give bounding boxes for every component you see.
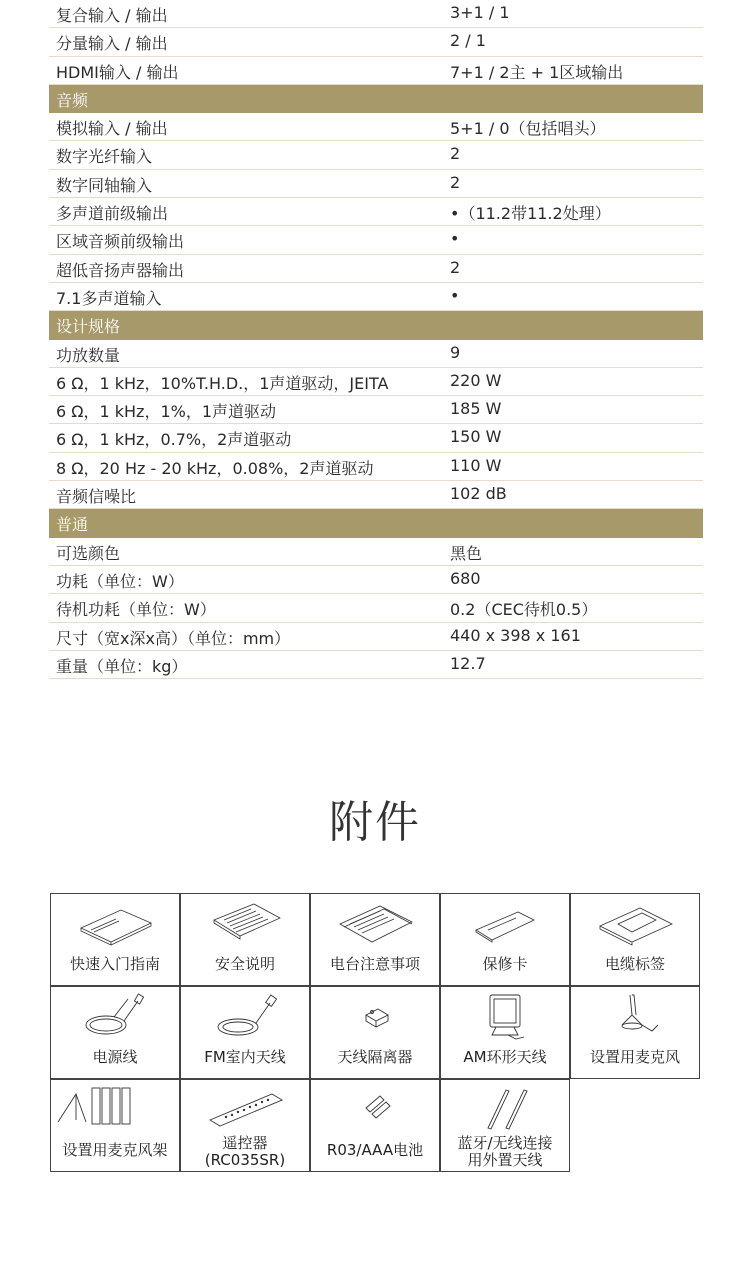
accessory-safety-instructions bbox=[180, 893, 310, 986]
spec-row bbox=[49, 283, 703, 311]
mic-stand-icon bbox=[56, 1084, 176, 1134]
accessory-remote-control bbox=[180, 1079, 310, 1172]
accessory-cable-labels bbox=[570, 893, 700, 986]
accessory-label: 安全说明 bbox=[214, 955, 275, 973]
spec-key: 区域音频前级输出 bbox=[56, 232, 185, 252]
spec-value: 185 W bbox=[450, 399, 502, 419]
section-title: 设计规格 bbox=[56, 317, 121, 337]
spec-value: 2 bbox=[450, 257, 461, 277]
accessory-label: 设置用麦克风 bbox=[589, 1048, 680, 1066]
accessory-label: 电台注意事项 bbox=[329, 955, 420, 973]
accessory-label-line: 蓝牙/无线连接 bbox=[457, 1134, 553, 1152]
spec-row bbox=[49, 651, 703, 679]
accessory-external-antenna bbox=[440, 1079, 570, 1172]
accessory-label-line: (RC035SR) bbox=[204, 1151, 286, 1169]
spec-row bbox=[49, 141, 703, 169]
card-icon bbox=[466, 898, 546, 948]
spec-key: 复合输入 / 输出 bbox=[56, 6, 168, 25]
accessory-label: 电缆标签 bbox=[604, 955, 665, 973]
spec-row bbox=[49, 198, 703, 226]
accessory-radio-notes bbox=[310, 893, 440, 986]
spec-key: 6 Ω，1 kHz，0.7%，2声道驱动 bbox=[56, 430, 292, 450]
section-title: 音频 bbox=[56, 90, 89, 110]
spec-value: 2 bbox=[450, 144, 461, 164]
spec-row bbox=[49, 538, 703, 566]
spec-row bbox=[49, 0, 703, 28]
accessory-label: 快速入门指南 bbox=[69, 955, 160, 973]
spec-row bbox=[49, 623, 703, 651]
section-header-design bbox=[49, 311, 703, 339]
accessory-label: FM室内天线 bbox=[204, 1048, 286, 1066]
spec-row bbox=[49, 57, 703, 85]
accessory-label: R03/AAA电池 bbox=[326, 1141, 424, 1159]
microphone-icon bbox=[596, 991, 676, 1041]
spec-key: 超低音扬声器输出 bbox=[56, 260, 185, 280]
booklet-icon bbox=[76, 898, 156, 948]
spec-row bbox=[49, 368, 703, 396]
isolator-icon bbox=[336, 991, 416, 1041]
spec-row bbox=[49, 481, 703, 509]
spec-value: 0.2（CEC待机0.5） bbox=[450, 600, 598, 620]
spec-value: • bbox=[450, 229, 460, 249]
spec-key: 音频信噪比 bbox=[56, 487, 137, 507]
spec-key: 模拟输入 / 输出 bbox=[56, 119, 168, 139]
spec-key: 数字同轴输入 bbox=[56, 175, 153, 195]
fm-antenna-icon bbox=[206, 991, 286, 1041]
spec-row bbox=[49, 453, 703, 481]
section-title: 普通 bbox=[56, 515, 89, 535]
spec-key: 待机功耗（单位：W） bbox=[56, 600, 216, 620]
spec-value: 5+1 / 0（包括唱头） bbox=[450, 119, 606, 139]
spec-key: 功耗（单位：W） bbox=[56, 571, 184, 591]
section-header-general bbox=[49, 509, 703, 537]
spec-value: 黑色 bbox=[450, 543, 483, 563]
accessory-warranty-card bbox=[440, 893, 570, 986]
spec-value: 9 bbox=[450, 342, 461, 362]
spec-key: 尺寸（宽x深x高）（单位：mm） bbox=[56, 628, 291, 648]
accessory-label-line: 遥控器 bbox=[222, 1134, 268, 1152]
spec-key: 可选颜色 bbox=[56, 543, 121, 563]
spec-value: 440 x 398 x 161 bbox=[450, 625, 581, 645]
spec-value: 2 bbox=[450, 172, 461, 192]
spec-key: HDMI输入 / 输出 bbox=[56, 62, 179, 82]
spec-value: 102 dB bbox=[450, 484, 507, 504]
spec-key: 8 Ω，20 Hz - 20 kHz，0.08%，2声道驱动 bbox=[56, 458, 374, 478]
spec-key: 6 Ω，1 kHz，10%T.H.D.，1声道驱动，JEITA bbox=[56, 373, 389, 393]
spec-value: 150 W bbox=[450, 427, 502, 447]
spec-value: 2 / 1 bbox=[450, 31, 486, 51]
accessory-label: 保修卡 bbox=[482, 955, 528, 973]
label-sheet-icon bbox=[596, 898, 676, 948]
spec-row bbox=[49, 566, 703, 594]
accessory-setup-microphone bbox=[570, 986, 700, 1079]
spec-table bbox=[49, 0, 703, 679]
spec-key: 分量输入 / 输出 bbox=[56, 34, 168, 54]
accessory-label: 电源线 bbox=[92, 1048, 138, 1066]
accessory-label-line: 用外置天线 bbox=[467, 1151, 543, 1169]
accessory-label bbox=[441, 1135, 569, 1169]
spec-value: 110 W bbox=[450, 455, 502, 475]
papers-icon bbox=[336, 898, 416, 948]
section-header-audio bbox=[49, 85, 703, 113]
spec-row bbox=[49, 113, 703, 141]
accessory-aaa-batteries bbox=[310, 1079, 440, 1172]
spec-value: 7+1 / 2主 + 1区域输出 bbox=[450, 62, 624, 82]
am-loop-antenna-icon bbox=[466, 991, 546, 1041]
remote-control-icon bbox=[206, 1084, 286, 1134]
document-icon bbox=[206, 898, 286, 948]
accessory-antenna-isolator bbox=[310, 986, 440, 1079]
spec-row bbox=[49, 340, 703, 368]
spec-row bbox=[49, 255, 703, 283]
spec-key: 6 Ω，1 kHz，1%，1声道驱动 bbox=[56, 402, 277, 422]
accessory-am-loop-antenna bbox=[440, 986, 570, 1079]
accessory-fm-antenna bbox=[180, 986, 310, 1079]
accessory-quick-start-guide bbox=[50, 893, 180, 986]
spec-key: 功放数量 bbox=[56, 345, 121, 365]
spec-value: 12.7 bbox=[450, 653, 486, 673]
accessory-mic-stand bbox=[50, 1079, 180, 1172]
accessories-title: 附件 bbox=[329, 797, 421, 848]
spec-row bbox=[49, 226, 703, 254]
accessory-label bbox=[181, 1135, 309, 1169]
spec-row bbox=[49, 396, 703, 424]
spec-key: 多声道前级输出 bbox=[56, 204, 169, 224]
spec-value: • bbox=[450, 285, 460, 305]
spec-row bbox=[49, 170, 703, 198]
spec-row bbox=[49, 424, 703, 452]
spec-row bbox=[49, 28, 703, 56]
spec-key: 数字光纤输入 bbox=[56, 147, 153, 167]
spec-value: •（11.2带11.2处理） bbox=[450, 204, 611, 224]
battery-icon bbox=[336, 1084, 416, 1134]
spec-value: 680 bbox=[450, 568, 481, 588]
spec-key: 重量（单位：kg） bbox=[56, 656, 188, 676]
external-antenna-icon bbox=[466, 1084, 546, 1134]
spec-value: 220 W bbox=[450, 370, 502, 390]
power-cord-icon bbox=[76, 991, 156, 1041]
accessory-power-cord bbox=[50, 986, 180, 1079]
accessory-label: 天线隔离器 bbox=[337, 1048, 413, 1066]
spec-row bbox=[49, 594, 703, 622]
spec-key: 7.1多声道输入 bbox=[56, 288, 162, 308]
accessory-label: AM环形天线 bbox=[463, 1048, 547, 1066]
spec-value: 3+1 / 1 bbox=[450, 3, 510, 22]
accessory-label: 设置用麦克风架 bbox=[62, 1141, 168, 1159]
